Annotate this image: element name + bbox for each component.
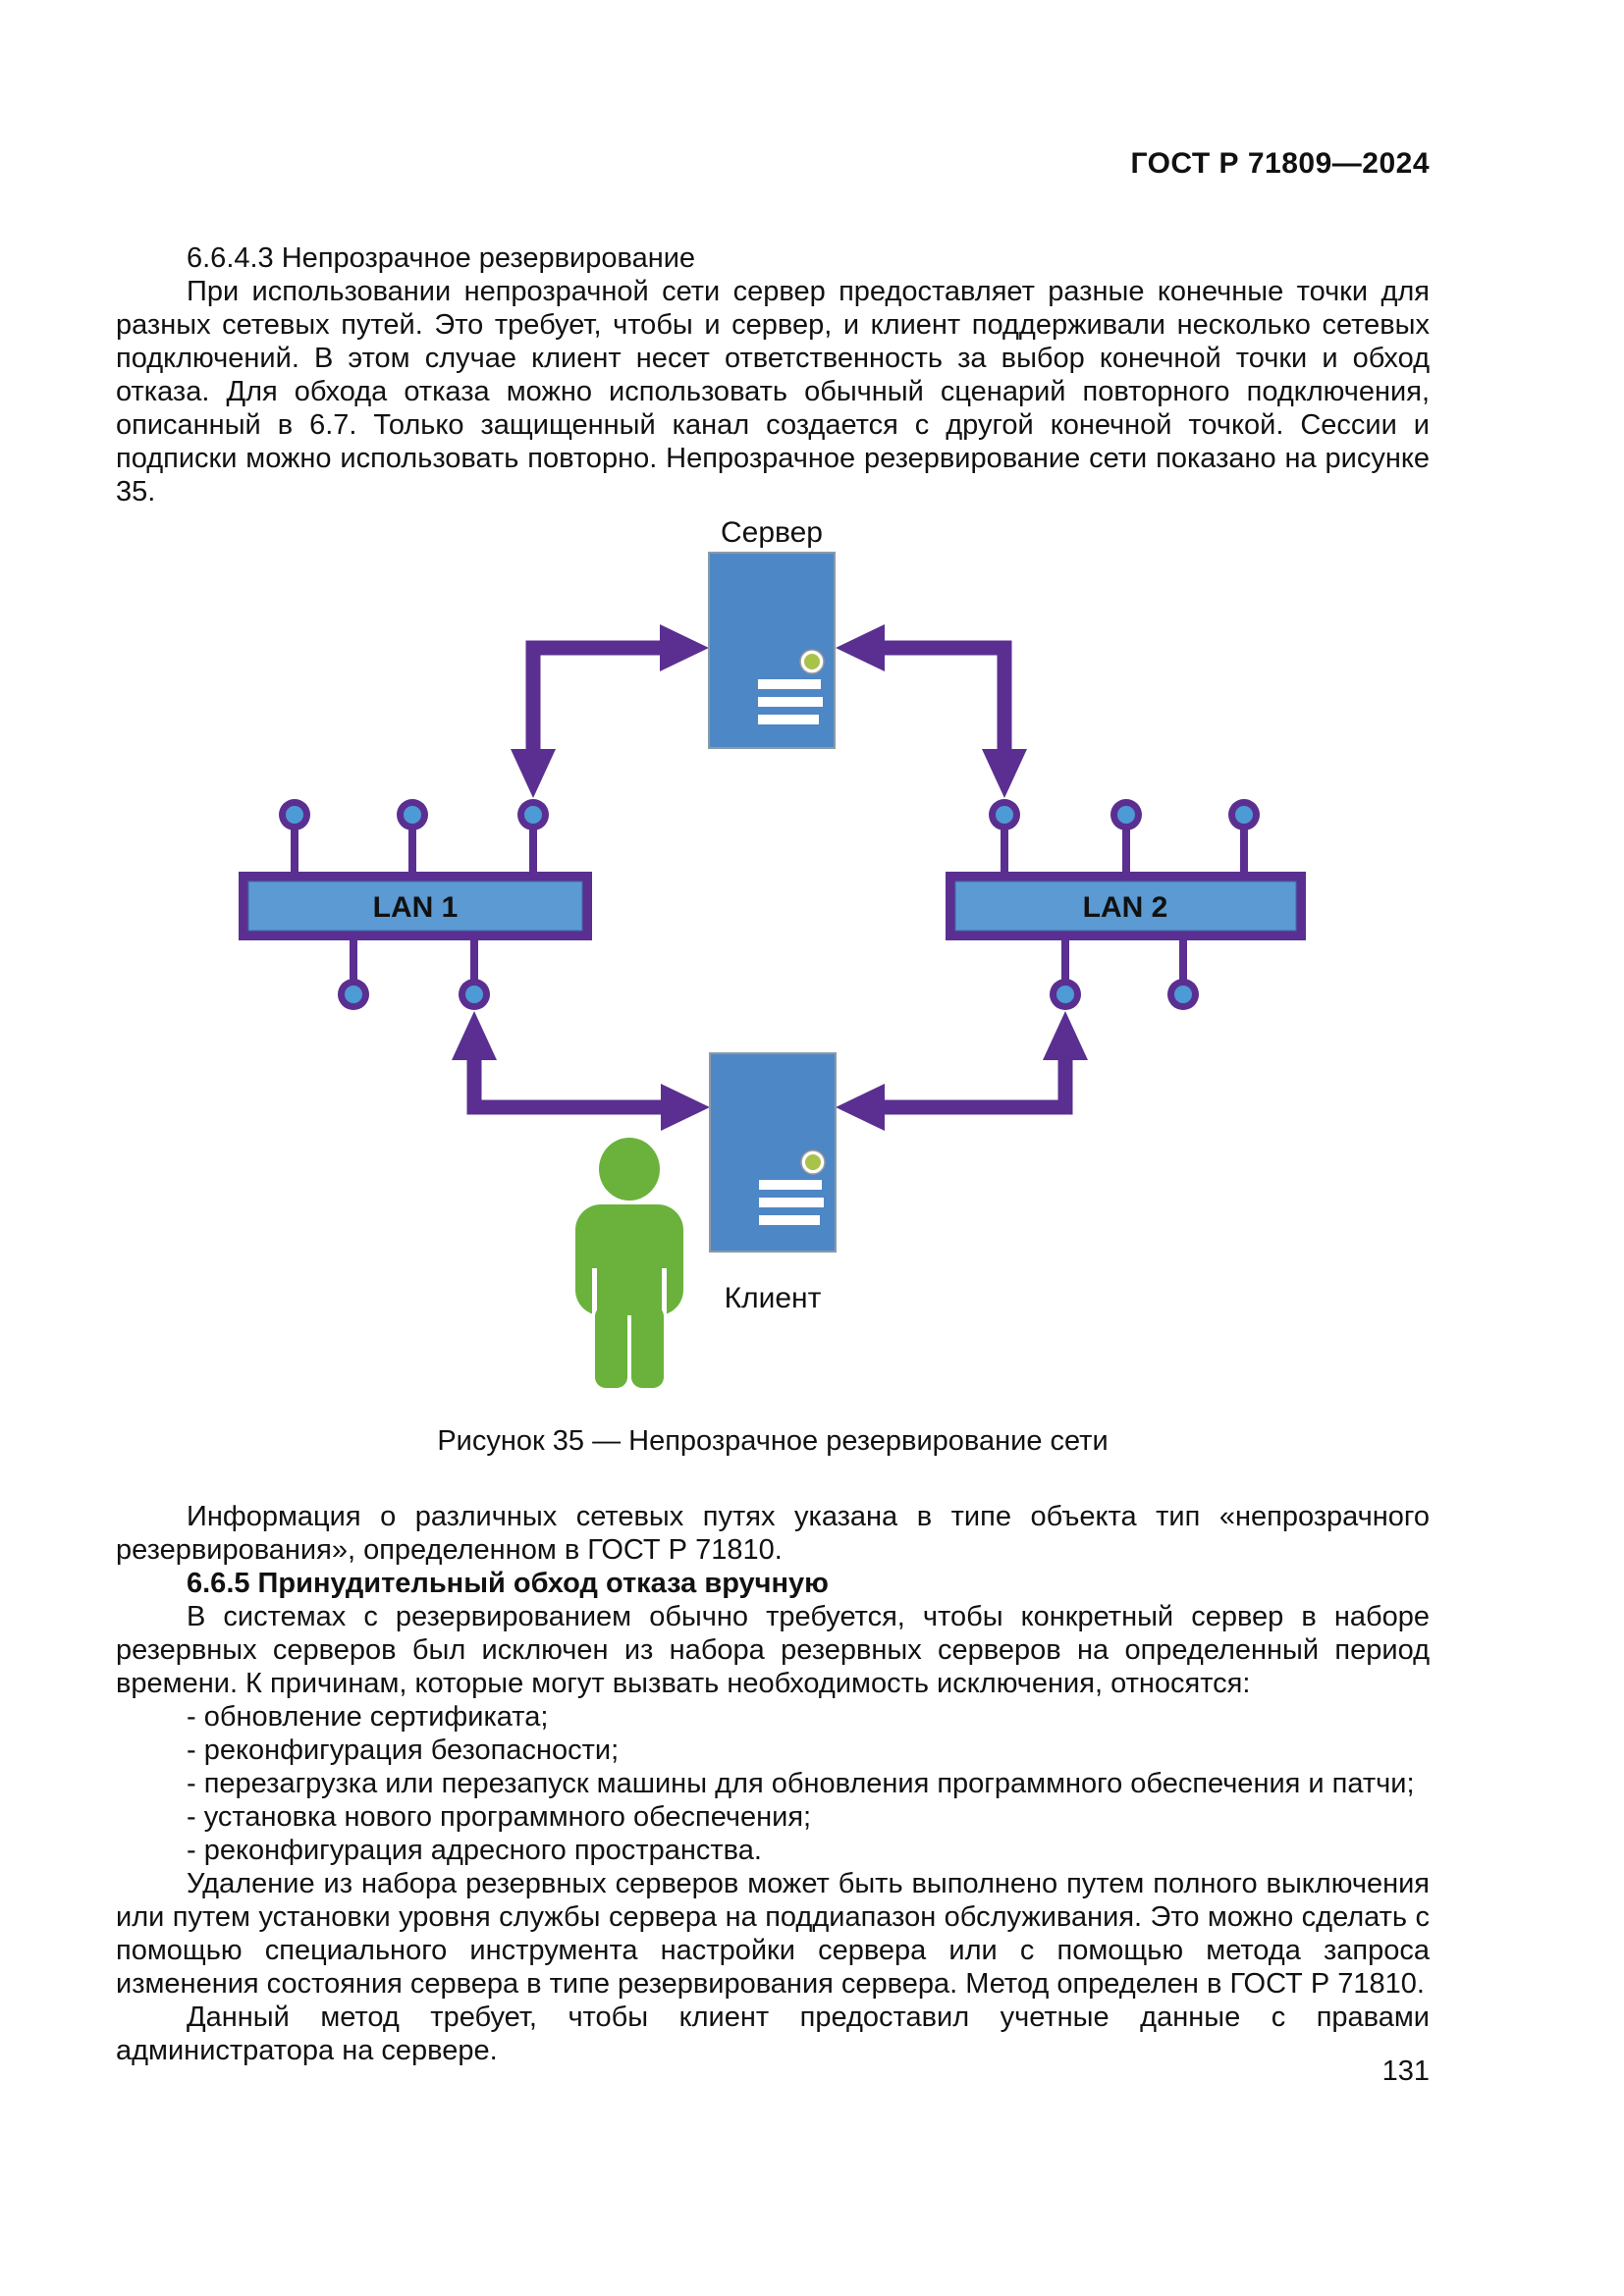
- connector-client-lan1: [452, 1011, 710, 1131]
- arrowhead-into-client-right: [836, 1084, 885, 1131]
- section-6643: [116, 241, 1430, 508]
- list-item: - реконфигурация адресного пространства.: [187, 1835, 762, 1866]
- connector-server-lan1: [511, 624, 709, 798]
- lan1-bar: [239, 799, 592, 1010]
- paragraph: Удаление из набора резервных серверов может быть выполнено путем полного выключения или путем установки уровня службы сервера на поддиапазон обслуживания. Это можно сделать с помощью специального инструмента настройки сервера или с помощью метода запроса изменения состояния сервера в типе резервирования сервера. Метод определен в ГОСТ Р 71810.: [116, 1868, 1430, 2000]
- lan1-label: LAN 1: [372, 891, 459, 924]
- section-heading: 6.6.5 Принудительный обход отказа вручную: [187, 1568, 829, 1599]
- figure-35-diagram: [0, 491, 1624, 1418]
- server-label: Сервер: [720, 516, 824, 549]
- lan2-label: LAN 2: [1082, 891, 1168, 924]
- section-heading: 6.6.4.3 Непрозрачное резервирование: [187, 242, 696, 274]
- paragraph: Данный метод требует, чтобы клиент предоставил учетные данные с правами администратора на сервере.: [116, 2002, 1430, 2066]
- page-header-standard-number: ГОСТ Р 71809—2024: [1130, 147, 1430, 180]
- list-item: - перезагрузка или перезапуск машины для обновления программного обеспечения и патчи;: [187, 1768, 1415, 1799]
- power-button-icon: [800, 650, 824, 673]
- power-button-icon: [801, 1150, 825, 1174]
- server-icon: [709, 516, 835, 748]
- arrowhead-into-server-left: [660, 624, 709, 671]
- paragraph: Информация о различных сетевых путях указана в типе объекта тип «непрозрачного резервирования», определенном в ГОСТ Р 71810.: [116, 1501, 1430, 1566]
- arrowhead-into-server-right: [836, 624, 885, 671]
- arrowhead-into-lan2-top: [982, 749, 1027, 798]
- client-label: Клиент: [724, 1282, 822, 1314]
- list-item: - установка нового программного обеспечения;: [187, 1801, 812, 1833]
- client-icon: [710, 1053, 836, 1314]
- person-icon: [575, 1138, 683, 1388]
- connector-server-lan2: [836, 624, 1027, 798]
- arrowhead-into-lan2-bottom: [1043, 1011, 1088, 1060]
- connector-client-lan2: [836, 1011, 1088, 1131]
- section-665: [116, 1500, 1430, 2067]
- paragraph: При использовании непрозрачной сети сервер предоставляет разные конечные точки для разных сетевых путей. Это требует, чтобы и сервер, и клиент поддерживали несколько сетевых подключений. В этом случае клиент несет ответственность за выбор конечной точки и обход отказа. Для обхода отказа можно использовать обычный сценарий повторного подключения, описанный в 6.7. Только защищенный канал создается с другой конечной точкой. Сессии и подписки можно использовать повторно. Непрозрачное резервирование сети показано на рисунке 35.: [116, 276, 1430, 507]
- figure-caption: Рисунок 35 — Непрозрачное резервирование сети: [437, 1425, 1109, 1457]
- lan2-bar: [946, 799, 1306, 1010]
- arrowhead-into-client-left: [661, 1084, 710, 1131]
- server-vents: [758, 679, 823, 724]
- arrowhead-into-lan1-bottom: [452, 1011, 497, 1060]
- page-number: 131: [1381, 2056, 1430, 2087]
- arrowhead-into-lan1-top: [511, 749, 556, 798]
- list-item: - реконфигурация безопасности;: [187, 1735, 620, 1766]
- client-vents: [759, 1180, 824, 1225]
- list-item: - обновление сертификата;: [187, 1701, 549, 1733]
- paragraph: В системах с резервированием обычно требуется, чтобы конкретный сервер в наборе резервных серверов был исключен из набора резервных серверов на определенный период времени. К причинам, которые могут вызвать необходимость исключения, относятся:: [116, 1601, 1430, 1699]
